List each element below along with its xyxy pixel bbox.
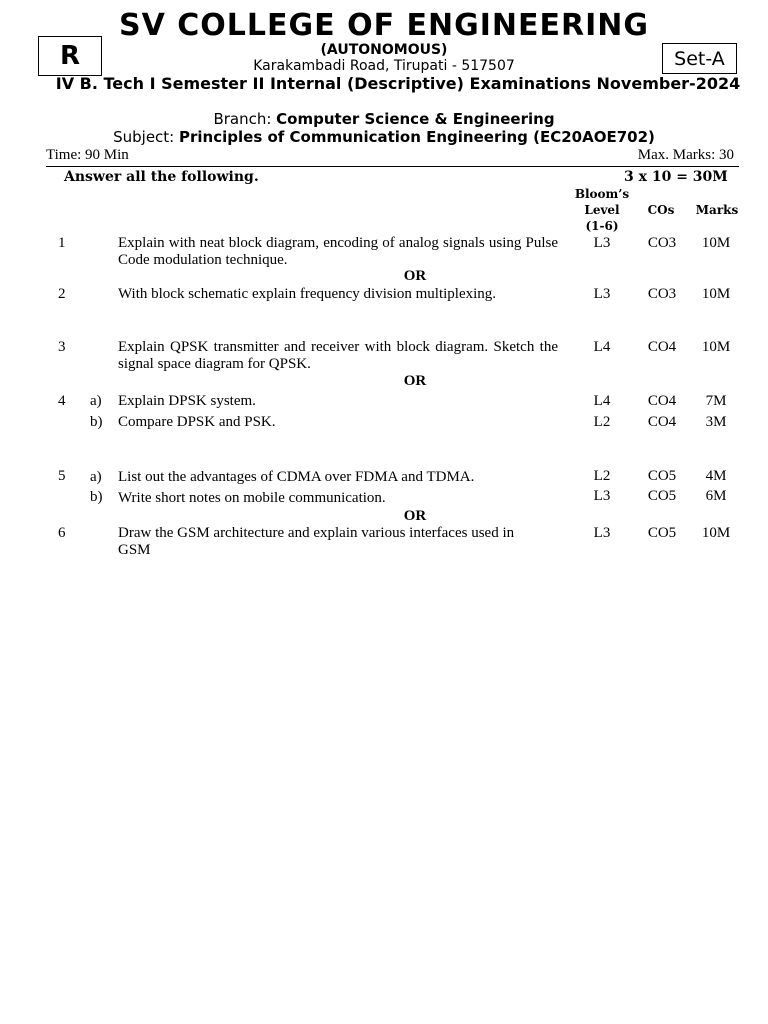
question-marks: 4M bbox=[705, 468, 727, 484]
course-outcome: CO5 bbox=[647, 468, 677, 484]
exam-time: Time: 90 Min bbox=[46, 147, 129, 163]
question-marks: 10M bbox=[701, 235, 731, 251]
autonomous-label: (AUTONOMOUS) bbox=[320, 42, 448, 58]
bloom-header-line3: (1-6) bbox=[585, 219, 619, 233]
marks-header: Marks bbox=[695, 203, 739, 217]
course-outcome: CO4 bbox=[647, 393, 677, 409]
bloom-level: L2 bbox=[593, 468, 611, 484]
regulation-box: R bbox=[38, 36, 102, 76]
sub-question-label: b) bbox=[90, 489, 103, 505]
sub-question-label: b) bbox=[90, 414, 103, 430]
question-number: 5 bbox=[58, 468, 66, 484]
bloom-header-line1: Bloom’s bbox=[574, 187, 630, 201]
question-text: With block schematic explain frequency division multiplexing. bbox=[118, 286, 497, 302]
course-outcome: CO4 bbox=[647, 339, 677, 355]
sub-question-label: a) bbox=[90, 469, 102, 485]
branch-value: Computer Science & Engineering bbox=[276, 110, 555, 128]
bloom-level: L3 bbox=[593, 235, 611, 251]
subject-value: Principles of Communication Engineering (EC20AOE702) bbox=[179, 128, 655, 146]
set-box: Set-A bbox=[662, 43, 737, 74]
question-marks: 7M bbox=[705, 393, 727, 409]
header-divider bbox=[46, 166, 739, 167]
bloom-level: L2 bbox=[593, 414, 611, 430]
question-marks: 3M bbox=[705, 414, 727, 430]
or-separator: OR bbox=[403, 268, 427, 284]
question-number: 1 bbox=[58, 235, 66, 251]
bloom-header-line2: Level bbox=[584, 203, 620, 217]
or-separator: OR bbox=[403, 373, 427, 389]
marks-scheme: 3 x 10 = 30M bbox=[624, 169, 728, 185]
bloom-level: L3 bbox=[593, 488, 611, 504]
bloom-level: L4 bbox=[593, 339, 611, 355]
course-outcome: CO3 bbox=[647, 235, 677, 251]
sub-question-label: a) bbox=[90, 393, 102, 409]
max-marks: Max. Marks: 30 bbox=[637, 147, 734, 163]
course-outcome: CO3 bbox=[647, 286, 677, 302]
question-number: 4 bbox=[58, 393, 66, 409]
cos-header: COs bbox=[647, 203, 675, 217]
course-outcome: CO5 bbox=[647, 488, 677, 504]
question-text: Explain DPSK system. bbox=[118, 393, 256, 409]
subject-label: Subject: bbox=[113, 128, 180, 146]
question-number: 6 bbox=[58, 525, 66, 541]
question-text: Compare DPSK and PSK. bbox=[118, 414, 276, 430]
question-text: Write short notes on mobile communication. bbox=[118, 490, 386, 506]
question-marks: 6M bbox=[705, 488, 727, 504]
question-text: Explain with neat block diagram, encoding of analog signals using Pulse Code modulation technique. bbox=[118, 235, 558, 268]
question-marks: 10M bbox=[701, 339, 731, 355]
question-number: 3 bbox=[58, 339, 66, 355]
bloom-level: L4 bbox=[593, 393, 611, 409]
exam-title: IV B. Tech I Semester II Internal (Descriptive) Examinations November-2024 bbox=[55, 74, 741, 93]
bloom-level: L3 bbox=[593, 286, 611, 302]
question-marks: 10M bbox=[701, 525, 731, 541]
branch-label: Branch: bbox=[213, 110, 277, 128]
question-marks: 10M bbox=[701, 286, 731, 302]
course-outcome: CO5 bbox=[647, 525, 677, 541]
college-name: SV COLLEGE OF ENGINEERING bbox=[119, 8, 649, 43]
question-text: Draw the GSM architecture and explain various interfaces used in GSM bbox=[118, 525, 515, 558]
branch-line bbox=[0, 110, 768, 128]
instruction: Answer all the following. bbox=[64, 169, 259, 185]
question-text: List out the advantages of CDMA over FDMA and TDMA. bbox=[118, 469, 475, 485]
bloom-level: L3 bbox=[593, 525, 611, 541]
bloom-level-header bbox=[568, 186, 636, 234]
course-outcome: CO4 bbox=[647, 414, 677, 430]
college-address: Karakambadi Road, Tirupati - 517507 bbox=[253, 58, 515, 74]
question-text: Explain QPSK transmitter and receiver with block diagram. Sketch the signal space diagram for QPSK. bbox=[118, 339, 558, 372]
subject-line bbox=[0, 128, 768, 146]
question-number: 2 bbox=[58, 286, 66, 302]
or-separator: OR bbox=[403, 508, 427, 524]
